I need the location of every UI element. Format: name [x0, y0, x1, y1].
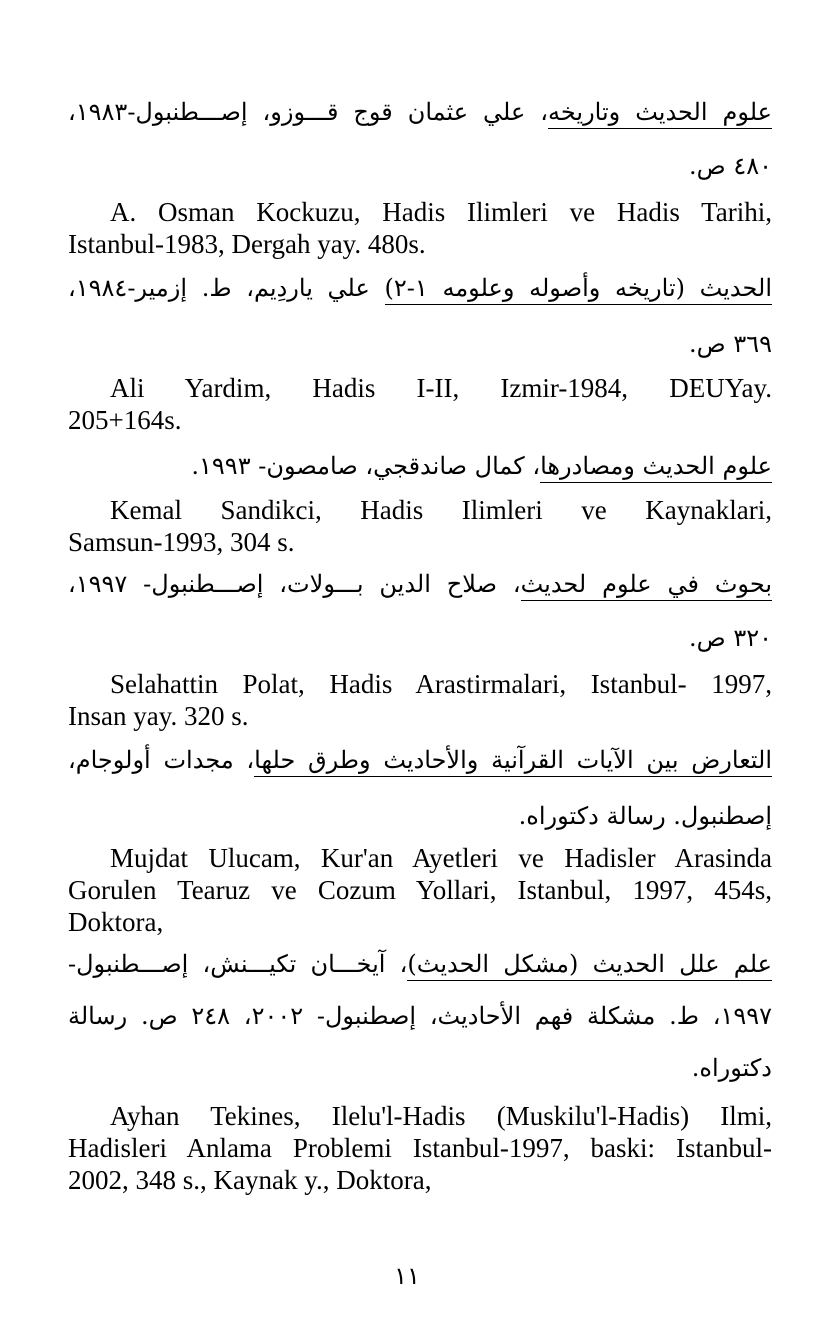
- arabic-citation-rest: ، علي عثمان قوج قـــوزو، إصـــطنبول-١٩٨٣،: [68, 98, 549, 126]
- english-line: 2002, 348 s., Kaynak y., Doktora,: [68, 1165, 432, 1195]
- arabic-citation-line: [68, 944, 772, 984]
- arabic-citation-line: [68, 740, 772, 780]
- arabic-citation-rest: ، كمال صاندقجي، صامصون- ١٩٩٣.: [191, 452, 541, 480]
- arabic-citation-line: ٤٨٠ ص.: [689, 152, 772, 180]
- arabic-citation-line: إصطنبول. رسالة دكتوراه.: [518, 802, 772, 830]
- english-line: Gorulen Tearuz ve Cozum Yollari, Istanbul, 1997, 454s,: [68, 875, 772, 905]
- english-citation: [68, 1100, 772, 1196]
- arabic-citation-rest: ، صلاح الدين بـــولات، إصـــطنبول- ١٩٩٧،: [68, 570, 521, 598]
- english-citation: [68, 372, 772, 436]
- english-line: Kemal Sandikci, Hadis Ilimleri ve Kaynaklari,: [110, 495, 772, 525]
- arabic-citation-line: دكتوراه.: [691, 1054, 772, 1082]
- english-line: Ayhan Tekines, Ilelu'l-Hadis (Muskilu'l-Hadis) Ilmi,: [110, 1101, 772, 1131]
- page-number: ١١: [394, 1262, 420, 1290]
- english-line: Istanbul-1983, Dergah yay. 480s.: [68, 229, 426, 259]
- arabic-citation-rest: ، مجدات أولوجام،: [68, 746, 255, 774]
- english-line: Doktora,: [68, 907, 164, 937]
- english-line: Mujdat Ulucam, Kur'an Ayetleri ve Hadisler Arasinda: [110, 843, 772, 873]
- english-line: Samsun-1993, 304 s.: [68, 527, 295, 557]
- english-line: Ali Yardim, Hadis I-II, Izmir-1984, DEUYay.: [110, 373, 772, 403]
- arabic-title-underlined: التعارض بين الآيات القرآنية والأحاديث وطرق حلها: [254, 746, 772, 777]
- arabic-title-underlined: علوم الحديث وتاريخه: [548, 98, 772, 129]
- arabic-title-underlined: الحديث (تاريخه وأصوله وعلومه ١-٢): [385, 274, 772, 305]
- document-page: [68, 0, 772, 1328]
- english-citation: [68, 196, 772, 260]
- arabic-citation-rest: ، آيخـــان تكيـــنش، إصـــطنبول-: [68, 950, 408, 978]
- english-line: 205+164s.: [68, 405, 182, 435]
- arabic-title-underlined: بحوث في علوم لحديث: [521, 570, 772, 601]
- arabic-citation-line: [68, 92, 772, 132]
- arabic-citation-line: [68, 564, 772, 604]
- arabic-citation-line: [68, 268, 772, 308]
- arabic-title-underlined: علوم الحديث ومصادرها: [540, 452, 772, 483]
- english-line: Selahattin Polat, Hadis Arastirmalari, Istanbul- 1997,: [110, 669, 772, 699]
- arabic-citation-rest: علي ياردِيم، ط. إزمير-١٩٨٤،: [68, 274, 385, 302]
- english-citation: [68, 842, 772, 938]
- arabic-citation-line: ٣٦٩ ص.: [689, 330, 772, 358]
- english-line: A. Osman Kockuzu, Hadis Ilimleri ve Hadis Tarihi,: [110, 197, 772, 227]
- arabic-citation-line: ١٩٩٧، ط. مشكلة فهم الأحاديث، إصطنبول- ٢٠٠٢، ٢٤٨ ص. رسالة: [68, 1002, 773, 1030]
- english-line: Insan yay. 320 s.: [68, 701, 249, 731]
- arabic-title-underlined: علم علل الحديث (مشكل الحديث): [407, 950, 772, 981]
- arabic-citation-line: ٣٢٠ ص.: [689, 624, 772, 652]
- english-citation: [68, 668, 772, 732]
- english-line: Hadisleri Anlama Problemi Istanbul-1997, baski: Istanbul-: [68, 1133, 772, 1163]
- arabic-citation-line: [191, 446, 772, 486]
- english-citation: [68, 494, 772, 558]
